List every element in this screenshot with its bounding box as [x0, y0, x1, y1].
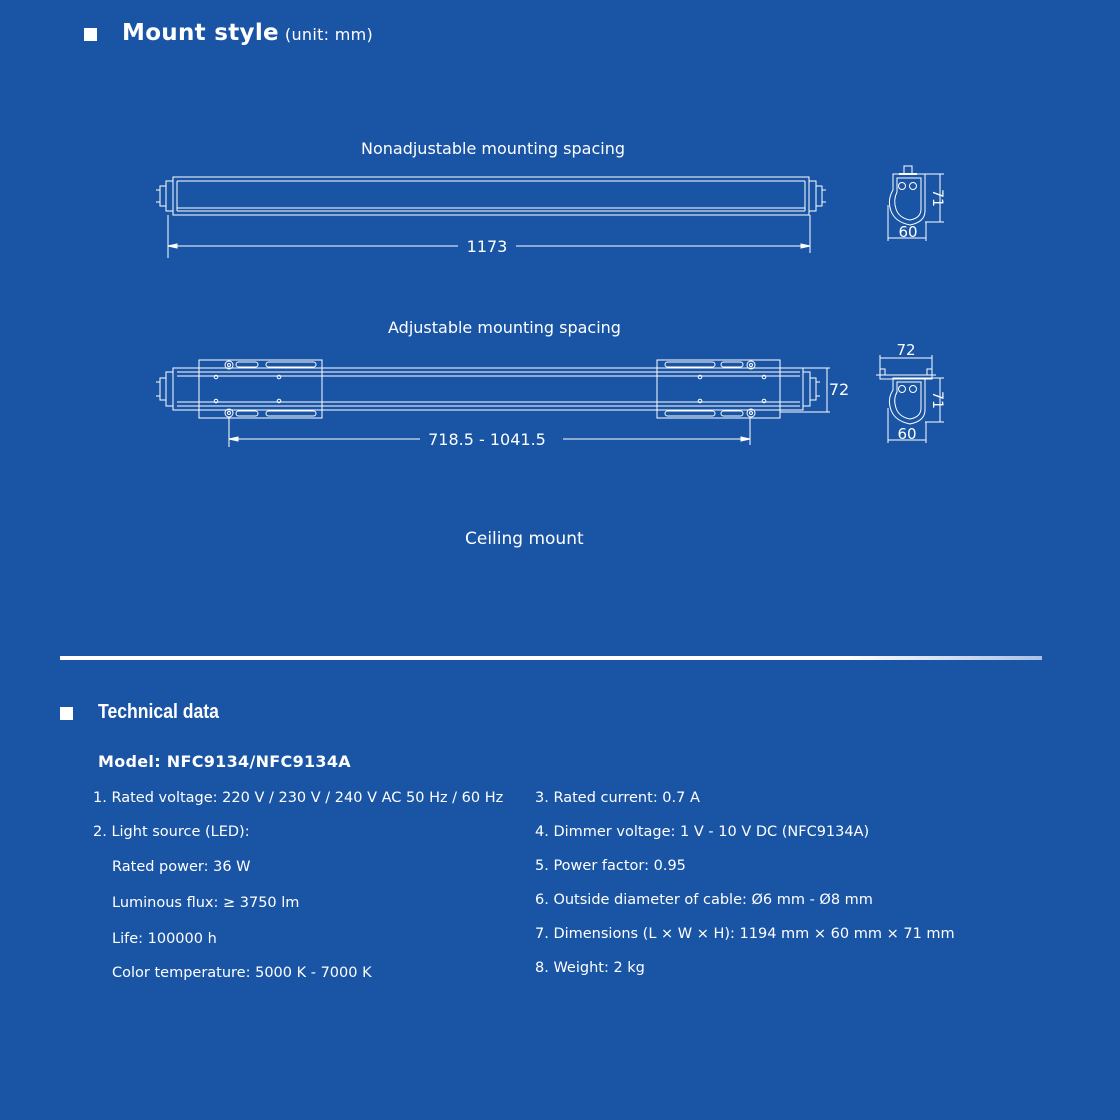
dim-60-2-label: 60 — [897, 425, 917, 443]
dim-1173-label: 1173 — [466, 237, 508, 256]
model-label: Model: NFC9134/NFC9134A — [98, 752, 351, 771]
spec-left-1: 1. Rated voltage: 220 V / 230 V / 240 V AC 50 Hz / 60 Hz — [93, 790, 504, 806]
spec-right-4: 6. Outside diameter of cable: Ø6 mm - Ø8 mm — [535, 892, 873, 908]
technical-data-title: Technical data — [98, 701, 219, 723]
dim-72-horizontal-label: 72 — [896, 341, 916, 359]
dim-72-vertical-label: 72 — [828, 380, 850, 399]
spec-right-5: 7. Dimensions (L × W × H): 1194 mm × 60 mm × 71 mm — [535, 926, 955, 942]
spec-left-3: Rated power: 36 W — [112, 859, 251, 875]
section-bullet-icon — [60, 707, 73, 720]
spec-right-3: 5. Power factor: 0.95 — [535, 858, 686, 874]
spec-left-6: Color temperature: 5000 K - 7000 K — [112, 965, 372, 981]
spec-right-2: 4. Dimmer voltage: 1 V - 10 V DC (NFC9134A) — [535, 824, 870, 840]
ceiling-mount-caption: Ceiling mount — [465, 529, 584, 549]
dim-60-label: 60 — [898, 223, 918, 241]
spec-left-2: 2. Light source (LED): — [93, 824, 250, 840]
nonadjustable-fixture-drawing — [156, 177, 826, 215]
adjustable-caption: Adjustable mounting spacing — [388, 318, 621, 337]
section-divider — [60, 656, 1042, 660]
spec-right-6: 8. Weight: 2 kg — [535, 960, 645, 976]
adjustable-fixture-drawing — [156, 360, 820, 418]
mount-style-unit: (unit: mm) — [284, 25, 374, 44]
spec-left-5: Life: 100000 h — [112, 931, 217, 947]
dim-71-2-label: 71 — [929, 391, 945, 409]
nonadjustable-caption: Nonadjustable mounting spacing — [361, 139, 625, 158]
dim-71-label: 71 — [929, 189, 945, 207]
spec-left-4: Luminous flux: ≥ 3750 lm — [112, 895, 300, 911]
mount-style-title: Mount style — [122, 20, 279, 46]
spec-right-1: 3. Rated current: 0.7 A — [535, 790, 700, 806]
dimension-72-vertical — [780, 368, 830, 412]
dim-range-label: 718.5 - 1041.5 — [428, 430, 546, 449]
